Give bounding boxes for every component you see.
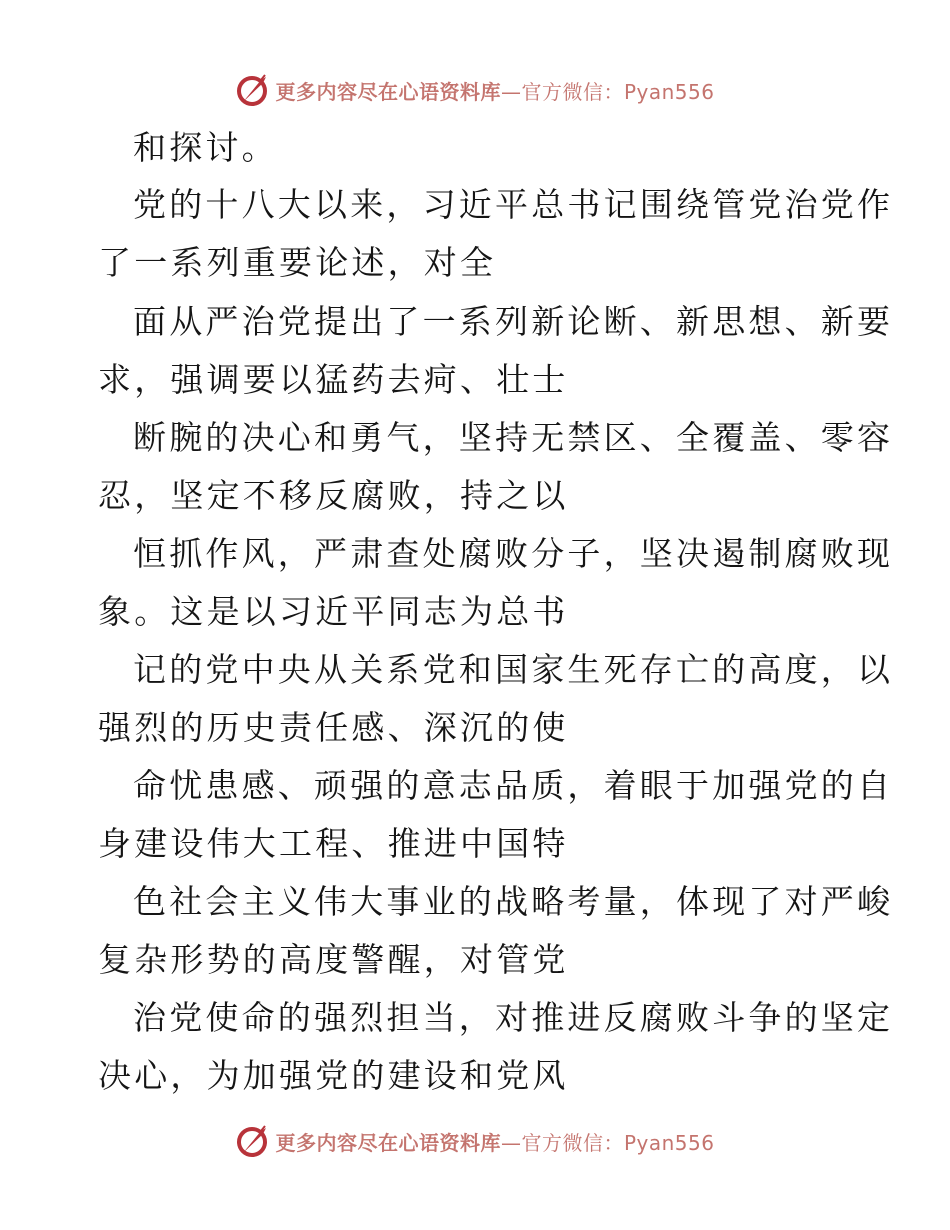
body-line: 色社会主义伟大事业的战略考量，体现了对严峻: [133, 882, 894, 921]
body-line: 断腕的决心和勇气，坚持无禁区、全覆盖、零容: [133, 418, 894, 457]
header-banner: [0, 70, 950, 110]
banner-brand: 更多内容尽在心语资料库: [275, 79, 501, 104]
footer-banner: [0, 1121, 950, 1161]
banner-separator: —: [500, 79, 522, 104]
banner-text: [275, 1127, 714, 1156]
body-line: 身建设伟大工程、推进中国特: [98, 824, 569, 863]
body-line: 和探讨。: [133, 128, 278, 167]
body-line: 强烈的历史责任感、深沉的使: [98, 708, 569, 747]
body-line: 象。这是以习近平同志为总书: [98, 592, 569, 631]
body-line: 记的党中央从关系党和国家生死存亡的高度，以: [133, 650, 894, 689]
body-line: 党的十八大以来，习近平总书记围绕管党治党作: [133, 185, 894, 224]
body-line: 命忧患感、顽强的意志品质，着眼于加强党的自: [133, 766, 894, 805]
banner-contact: 官方微信：Pyan556: [521, 79, 715, 104]
body-line: 治党使命的强烈担当，对推进反腐败斗争的坚定: [133, 998, 894, 1037]
banner-separator: —: [500, 1130, 522, 1155]
body-line: 恒抓作风，严肃查处腐败分子，坚决遏制腐败现: [133, 534, 894, 573]
body-line: 忍，坚定不移反腐败，持之以: [98, 476, 569, 515]
banner-text: [275, 76, 714, 105]
body-line: 了一系列重要论述，对全: [98, 243, 497, 282]
body-line: 面从严治党提出了一系列新论断、新思想、新要: [133, 302, 894, 341]
quill-pen-logo-icon: [235, 1123, 271, 1159]
body-line: 决心，为加强党的建设和党风: [98, 1056, 569, 1095]
banner-brand: 更多内容尽在心语资料库: [275, 1130, 501, 1155]
banner-contact: 官方微信：Pyan556: [521, 1130, 715, 1155]
body-line: 求，强调要以猛药去疴、壮士: [98, 360, 569, 399]
body-line: 复杂形势的高度警醒，对管党: [98, 940, 569, 979]
quill-pen-logo-icon: [235, 72, 271, 108]
